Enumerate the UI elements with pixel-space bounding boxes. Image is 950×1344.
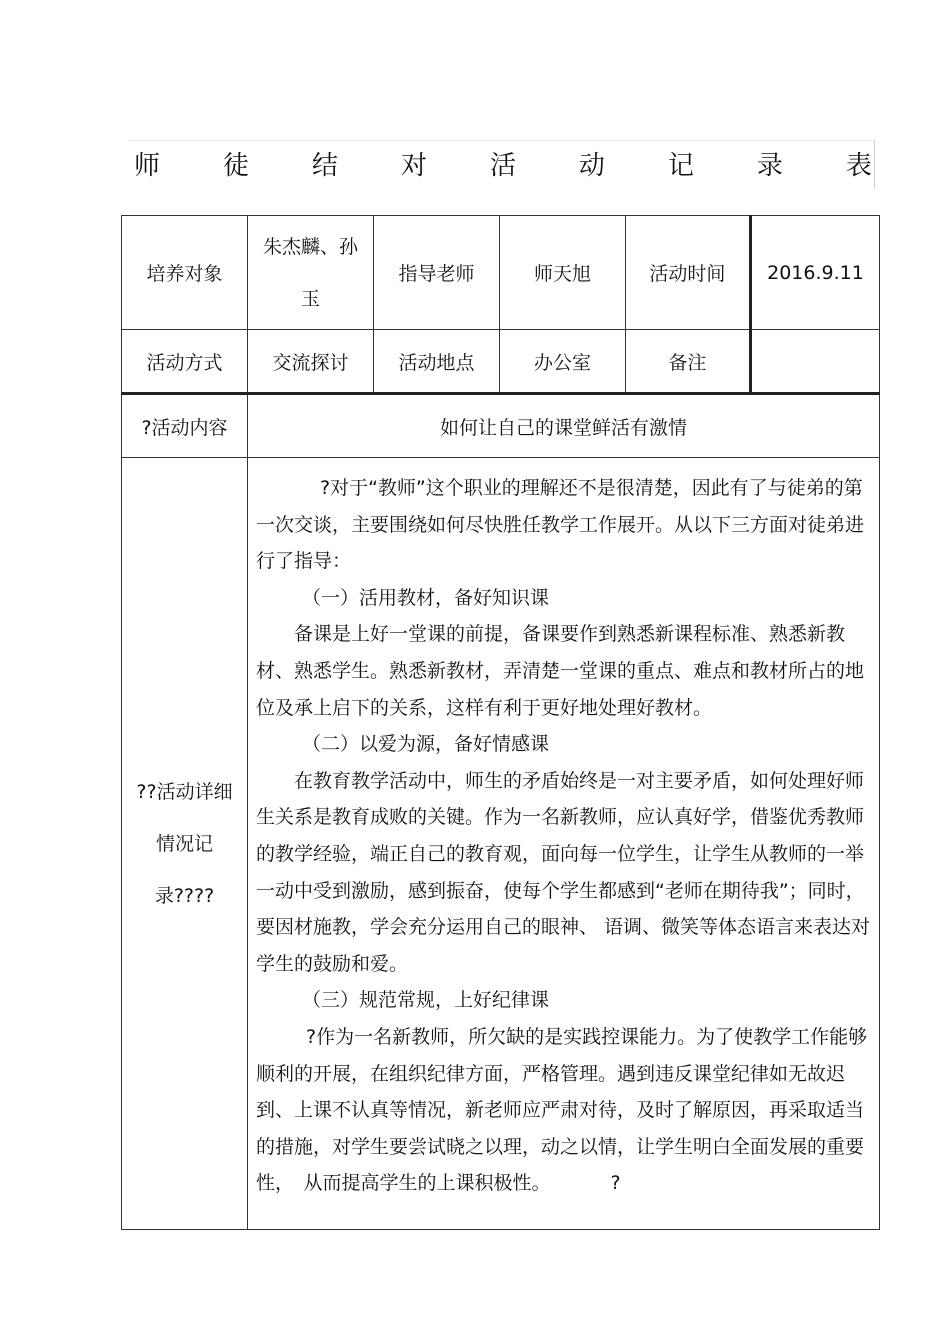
section-heading-1: （一）活用教材，备好知识课 [301,586,549,609]
title-char: 师 [134,150,161,181]
section-paragraph-2: 在教育教学活动中，师生的矛盾始终是一对主要矛盾，如何处理好师生关系是教育成败的关键。作为一名新教师，应认真好学，借鉴优秀教师的教学经验，端正自己的教育观，面向每一位学生，让学生从教师的一举一动中受到激励，感到振奋，使每个学生都感到“老师在期待我”；同时，要因材施教，学会充分运用自己的眼神、 语调、微笑等体态语言来表达对学生的鼓励和爱。 [255,769,871,975]
title-char: 结 [311,150,338,181]
detail-label-line1: ??活动详细 [136,780,233,803]
mentor-value: 师天旭 [499,216,625,330]
place-value: 办公室 [499,330,625,394]
time-value: 2016.9.11 [750,216,879,330]
detail-label-line3: 录???? [154,884,215,907]
title-char: 徒 [222,150,249,181]
note-value [750,330,879,394]
detail-label-line2: 情况记 [155,832,213,855]
place-label: 活动地点 [373,330,499,394]
section-paragraph-1: 备课是上好一堂课的前提，备课要作到熟悉新课程标准、熟悉新教材、熟悉学生。熟悉新教材，弄清楚一堂课的重点、难点和教材所占的地位及承上启下的关系，这样有利于更好地处理好教材。 [255,623,864,719]
detail-label [122,458,248,1230]
title-char: 动 [578,150,605,181]
section-paragraph-3 [256,1019,873,1202]
trainee-label: 培养对象 [122,216,248,330]
section-heading-3: （三）规范常规，上好纪律课 [301,989,549,1012]
content-label: ?活动内容 [122,394,248,458]
title-char: 活 [489,150,516,181]
section-paragraph-3-text: ?作为一名新教师，所欠缺的是实践控课能力。为了使教学工作能够顺利的开展，在组织纪律方面，严格管理。遇到违反课堂纪律如无故迟到、上课不认真等情况，新老师应严肃对待，及时了解原因，再采取适当的措施，对学生要尝试晓之以理，动之以情，让学生明白全面发展的重要性， 从而提高学生的上课积极性。 [255,1025,868,1195]
title-char: 对 [400,150,427,181]
row-detail [122,458,880,1230]
trainee-line2: 玉 [300,287,320,310]
row-content [122,394,880,458]
title-char: 记 [667,150,694,181]
time-label: 活动时间 [625,216,750,330]
record-table [121,215,880,1230]
title-box [128,140,875,189]
detail-content [247,458,879,1230]
content-value: 如何让自己的课堂鲜活有激情 [247,394,879,458]
method-label: 活动方式 [122,330,248,394]
title-char: 录 [756,150,783,181]
note-label: 备注 [625,330,750,394]
mentor-label: 指导老师 [373,216,499,330]
intro-paragraph: ?对于“教师”这个职业的理解还不是很清楚，因此有了与徒弟的第一次交谈，主要围绕如何尽快胜任教学工作展开。从以下三方面对徒弟进行了指导： [255,477,864,573]
section-heading-2: （二）以爱为源，备好情感课 [301,733,549,756]
page-title [128,141,874,185]
trailing-mark: ? [610,1172,621,1195]
method-value: 交流探讨 [247,330,373,394]
trainee-line1: 朱杰麟、孙 [262,235,358,258]
row-method [122,330,880,394]
trainee-value [247,216,373,330]
row-basic-info [122,216,880,330]
title-char: 表 [845,150,872,181]
